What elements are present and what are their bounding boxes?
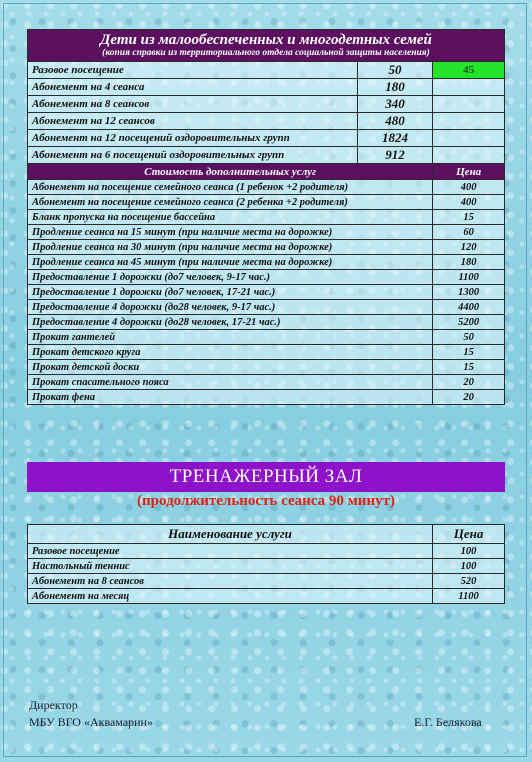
gym-subtitle: (продолжительность сеанса 90 минут)	[137, 493, 395, 509]
table-row	[28, 360, 505, 375]
service-price: 15	[433, 360, 505, 375]
service-price: 20	[433, 390, 505, 405]
service-price: 180	[357, 79, 433, 96]
gym-title-banner: ТРЕНАЖЕРНЫЙ ЗАЛ	[27, 462, 505, 492]
price-column-header: Цена	[433, 164, 505, 180]
footer-signer: Е.Г. Белякова	[414, 715, 482, 729]
service-price: 1100	[433, 270, 505, 285]
table-row	[28, 285, 505, 300]
empty-cell	[433, 96, 505, 113]
table-row	[28, 544, 505, 559]
service-name: Настольный теннис	[28, 559, 433, 574]
service-name: Абонемент на 4 сеанса	[28, 79, 358, 96]
table-row	[28, 113, 505, 130]
footer-position: Директор	[29, 698, 78, 712]
table-row	[28, 130, 505, 147]
service-price: 340	[357, 96, 433, 113]
table-row	[28, 559, 505, 574]
empty-cell	[433, 113, 505, 130]
service-price: 4400	[433, 300, 505, 315]
gym-table-header-row	[28, 525, 505, 544]
table-row	[28, 62, 505, 79]
section-title: Стоимость дополнительных услуг	[28, 164, 433, 180]
service-name: Продление сеанса на 45 минут (при наличие места на дорожке)	[28, 255, 433, 270]
service-price: 912	[357, 147, 433, 164]
service-name: Разовое посещение	[28, 62, 358, 79]
table-row	[28, 180, 505, 195]
service-name: Предоставление 4 дорожки (до28 человек, 17-21 час.)	[28, 315, 433, 330]
service-name: Продление сеанса на 15 минут (при наличие места на дорожке)	[28, 225, 433, 240]
service-name: Прокат гантелей	[28, 330, 433, 345]
service-price: 20	[433, 375, 505, 390]
service-price: 50	[433, 330, 505, 345]
empty-cell	[433, 147, 505, 164]
table-row	[28, 225, 505, 240]
service-name: Бланк пропуска на посещение бассейна	[28, 210, 433, 225]
section-header-row	[28, 164, 505, 180]
service-price: 15	[433, 210, 505, 225]
service-name: Прокат спасательного пояса	[28, 375, 433, 390]
table-row	[28, 96, 505, 113]
service-name: Абонемент на 8 сеансов	[28, 96, 358, 113]
highlight-price: 45	[433, 62, 505, 79]
service-price: 520	[433, 574, 505, 589]
table-row	[28, 345, 505, 360]
service-price: 100	[433, 559, 505, 574]
table-row	[28, 589, 505, 604]
service-price: 5200	[433, 315, 505, 330]
service-name: Абонемент на 8 сеансов	[28, 574, 433, 589]
table-row	[28, 210, 505, 225]
table-row	[28, 315, 505, 330]
gym-services-list	[28, 544, 505, 604]
price-column-header: Цена	[433, 525, 505, 544]
table-header	[28, 30, 505, 62]
prices-table-discount	[27, 29, 505, 405]
table-row	[28, 330, 505, 345]
empty-cell	[433, 130, 505, 147]
service-price: 50	[357, 62, 433, 79]
service-name: Прокат детского круга	[28, 345, 433, 360]
service-name: Предоставление 1 дорожки (до7 человек, 17-21 час.)	[28, 285, 433, 300]
service-name: Предоставление 1 дорожки (до7 человек, 9-17 час.)	[28, 270, 433, 285]
table-row	[28, 147, 505, 164]
service-name: Абонемент на 6 посещений оздоровительных групп	[28, 147, 358, 164]
empty-cell	[433, 79, 505, 96]
service-name: Абонемент на месяц	[28, 589, 433, 604]
table-row	[28, 79, 505, 96]
footer-organization: МБУ ВГО «Аквамарин»	[29, 715, 153, 729]
service-price: 400	[433, 195, 505, 210]
table-subtitle: (копия справки из территориального отдела социальной защиты населения)	[102, 48, 430, 58]
service-name: Прокат фена	[28, 390, 433, 405]
table-row	[28, 195, 505, 210]
service-price: 1300	[433, 285, 505, 300]
service-price: 15	[433, 345, 505, 360]
service-price: 480	[357, 113, 433, 130]
table-row	[28, 255, 505, 270]
services-list	[28, 180, 505, 405]
table-row	[28, 240, 505, 255]
service-price: 180	[433, 255, 505, 270]
service-name: Предоставление 4 дорожки (до28 человек, 9-17 час.)	[28, 300, 433, 315]
name-column-header: Наименование услуги	[28, 525, 433, 544]
table-header-row	[28, 30, 505, 62]
service-name: Прокат детской доски	[28, 360, 433, 375]
service-price: 1100	[433, 589, 505, 604]
table-row	[28, 375, 505, 390]
table-row	[28, 270, 505, 285]
table-row	[28, 390, 505, 405]
service-price: 1824	[357, 130, 433, 147]
table-row	[28, 300, 505, 315]
service-name: Абонемент на посещение семейного сеанса (1 ребенок +2 родителя)	[28, 180, 433, 195]
service-name: Абонемент на 12 сеансов	[28, 113, 358, 130]
table-row	[28, 574, 505, 589]
service-name: Продление сеанса на 30 минут (при наличие места на дорожке)	[28, 240, 433, 255]
table-title: Дети из малообеспеченных и многодетных семей	[100, 32, 432, 48]
service-price: 100	[433, 544, 505, 559]
service-name: Абонемент на посещение семейного сеанса (2 ребенка +2 родителя)	[28, 195, 433, 210]
service-name: Абонемент на 12 посещений оздоровительных групп	[28, 130, 358, 147]
service-price: 60	[433, 225, 505, 240]
service-name: Разовое посещение	[28, 544, 433, 559]
service-price: 400	[433, 180, 505, 195]
gym-prices-table	[27, 524, 505, 604]
service-price: 120	[433, 240, 505, 255]
